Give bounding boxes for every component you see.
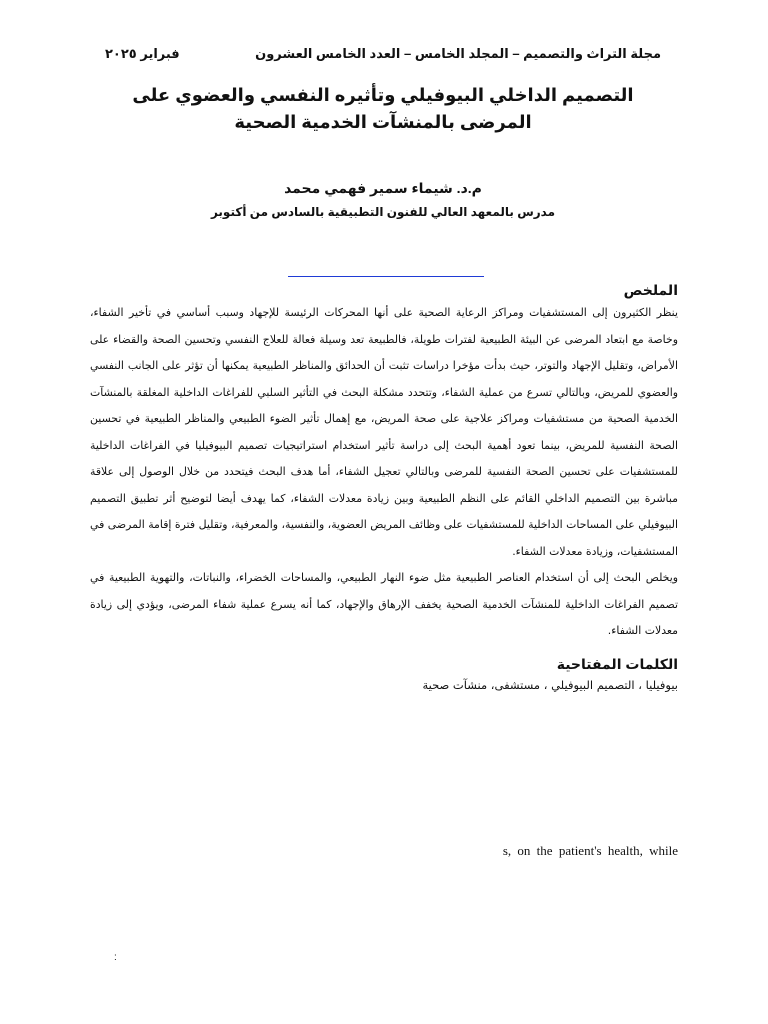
paper-title: التصميم الداخلي البيوفيلي وتأثيره النفسي والعضوي على المرضى بالمنشآت الخدمية الصحية — [132, 85, 634, 132]
running-header — [105, 46, 661, 62]
email-link-underline[interactable] — [288, 276, 484, 277]
author-name: م.د. شيماء سمير فهمي محمد — [284, 180, 482, 196]
abstract-heading: الملخص — [623, 282, 678, 298]
english-abstract-fragment: s, on the patient's health, while — [502, 843, 678, 858]
journal-name: مجلة التراث والتصميم – المجلد الخامس – العدد الخامس العشرون — [255, 46, 661, 61]
abstract-body — [90, 300, 678, 645]
issue-date: فبراير ٢٠٢٥ — [105, 46, 180, 61]
footnote-mark: : — [114, 952, 117, 963]
keywords-list: بيوفيليا ، التصميم البيوفيلي ، مستشفى، منشآت صحية — [422, 678, 678, 692]
abstract-paragraph: ينظر الكثيرون إلى المستشفيات ومراكز الرعاية الصحية على أنها المحركات الرئيسة للإجهاد وسبب أساسي في تأخير الشفاء، وخاصة مع ابتعاد المرضى عن البيئة الطبيعية لفترات طويلة، فالطبيعة تعد وسيلة فعالة للعلاج النفسي وتحسين الصحة والقضاء على الأمراض، وتقليل الإجهاد والتوتر، حيث بدأت مؤخرا دراسات تثبت أن الحدائق والمناظر الطبيعية يمكنها أن تؤثر على الجانب النفسي والعضوي للمريض، وبالتالي تسرع من عملية الشفاء، وتتحدد مشكلة البحث في التأثير السلبي للفراغات الداخلية المغلقة بالمنشآت الخدمية الصحية من مستشفيات ومراكز علاجية على صحة المريض، مع إهمال تأثير الضوء الطبيعي والمناظر الطبيعية في تحسين الصحة النفسية للمريض، بينما تعود أهمية البحث إلى دراسة تأثير استخدام استراتيجيات تصميم البيوفيليا في الفراغات الداخلية للمستشفيات على تحسين الصحة النفسية للمرضى وبالتالي تعجيل الشفاء، أما هدف البحث فيتحدد من خلال الوصول إلى علاقة مباشرة بين التصميم الداخلي القائم على النظم الطبيعية وبين زيادة معدلات الشفاء، كما يهدف أيضا لتوضيح أثر تطبيق التصميم البيوفيلي على المساحات الداخلية للمستشفيات على وظائف المريض العضوية، والنفسية، والمعرفية، وتقليل فترة إقامة المرضى في المستشفيات، وزيادة معدلات الشفاء. — [90, 306, 678, 558]
abstract-paragraph: ويخلص البحث إلى أن استخدام العناصر الطبيعية مثل ضوء النهار الطبيعي، والمساحات الخضراء، والنباتات، والتهوية الطبيعية في تصميم الفراغات الداخلية للمنشآت الخدمية الصحية يخفف الإرهاق والإجهاد، كما أنه يسرع عملية شفاء المرضى، ويؤدي إلى زيادة معدلات الشفاء. — [90, 571, 678, 637]
keywords-heading: الكلمات المفتاحية — [556, 656, 678, 672]
author-affiliation: مدرس بالمعهد العالي للفنون التطبيقية بالسادس من أكتوبر — [210, 205, 556, 219]
